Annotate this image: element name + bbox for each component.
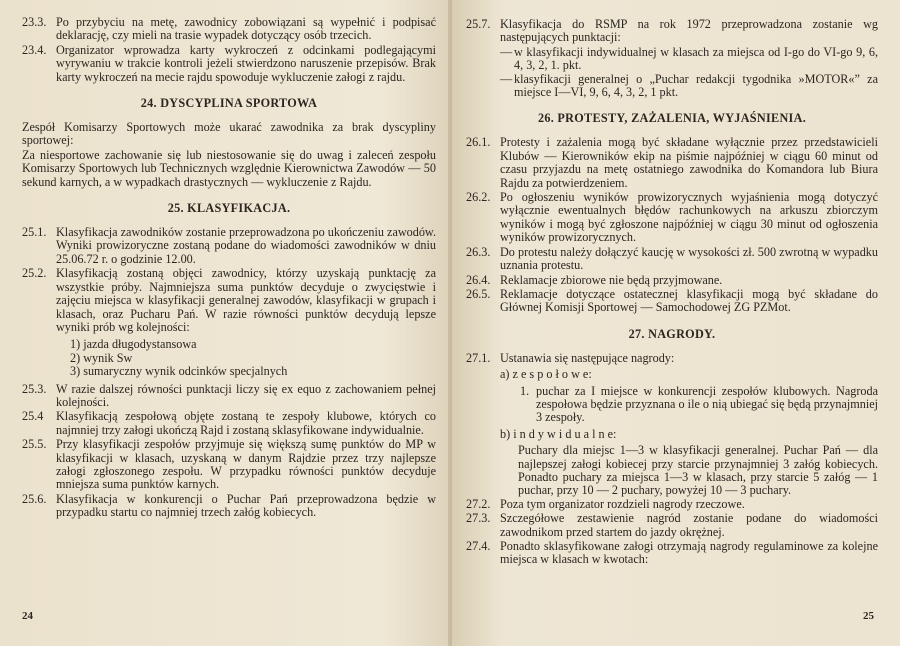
clause-text: Klasyfikacja w konkurencji o Puchar Pań przeprowadzona będzie w przypadku startu co najmniej trzech załóg kobiecych. (56, 491, 436, 520)
clause-26-4 (466, 274, 878, 287)
clause-27-4 (466, 540, 878, 567)
dash-marker: — (500, 44, 513, 59)
criteria-list (22, 338, 436, 378)
clause-number: 25.3. (22, 381, 47, 396)
dash-text: klasyfikacji generalnej o „Puchar redakcji tygodnika »MOTOR«” za miejsce I—VI, 9, 6, 4, 3, 2, 1 pkt. (514, 71, 878, 100)
clause-text: Organizator wprowadza karty wykroczeń z odcinkami podlegającymi wyrywaniu w trakcie kontroli jeżeli stwierdzono naruszenie przepisów. Brak karty wykroczeń na mecie rajdu spowoduje wykluczenie załogi z rajdu. (56, 42, 436, 84)
clause-27-2 (466, 498, 878, 511)
clause-number: 27.4. (466, 539, 491, 553)
clause-25-2 (22, 267, 436, 334)
clause-text: Po ogłoszeniu wyników prowizorycznych wyjaśnienia mogą dotyczyć wyłącznie ewentualnych błędów rachunkowych na arkuszu zbiorczym wyników i mogą być zgłoszone najpóźniej w ciągu 30 minut od ogłoszenia wyników prowizorycznych. (500, 190, 878, 245)
clause-27-3 (466, 512, 878, 539)
clause-number: 26.1. (466, 135, 491, 150)
team-prize-item (520, 385, 878, 425)
clause-25-3 (22, 383, 436, 410)
paragraph-24-intro: Zespół Komisarzy Sportowych może ukarać zawodnika za brak dyscypliny sportowej: (22, 120, 436, 148)
section-heading-25: 25. KLASYFIKACJA. (167, 201, 291, 216)
clause-26-5 (466, 288, 878, 315)
clause-number: 25.5. (22, 437, 47, 452)
clause-text: Klasyfikacją zespołową objęte zostaną te zespoły klubowe, których co najmniej trzy załogi ukończą Rajd i zostaną sklasyfikowane indywidualnie. (56, 409, 436, 437)
dash-item (500, 73, 878, 100)
clause-25-1 (22, 226, 436, 266)
section-heading-27: 27. NAGRODY. (628, 326, 716, 341)
clause-23-3 (22, 16, 436, 43)
clause-text: Po przybyciu na metę, zawodnicy zobowiązani są wypełnić i podpisać deklarację, czy mieli na trasie wypadek dotyczący osób trzecich. (56, 15, 436, 43)
clause-number: 25.1. (22, 225, 47, 240)
clause-25-5 (22, 438, 436, 492)
clause-number: 27.2. (466, 496, 491, 511)
clause-text: Reklamacje dotyczące ostatecznej klasyfikacji mogą być składane do Głównej Komisji Sportowej — Samochodowej ZG PZMot. (500, 286, 878, 315)
dash-marker: — (500, 71, 513, 86)
dash-text: w klasyfikacji indywidualnej w klasach za miejsca od I-go do VI-go 9, 6, 4, 3, 2, 1. pkt. (514, 44, 878, 73)
clause-number: 23.4. (22, 42, 47, 57)
clause-number: 26.5. (466, 286, 491, 301)
clause-text: Ustanawia się następujące nagrody: (500, 350, 675, 365)
clause-number: 27.1. (466, 350, 491, 365)
clause-text: Szczegółowe zestawienie nagród zostanie podane do wiadomości zawodnikom przed startem do jazdy okrężnej. (500, 511, 878, 539)
clause-text: Klasyfikacja do RSMP na rok 1972 przeprowadzona zostanie wg następujących punktacji: (500, 17, 878, 45)
page-number: 25 (863, 610, 874, 622)
paragraph-24-body: Za niesportowe zachowanie się lub niestosowanie się do uwag i zaleceń zespołu Komisarzy Sportowych lub Technicznych względnie Kierownictwa Zawodów — 50 sekund karnych, a w wypadkach drastycznych — wykluczenie z Rajdu. (22, 147, 436, 189)
clause-number: 27.3. (466, 511, 491, 526)
subsection-label-individual: b) i n d y w i d u a l n e: (500, 426, 617, 441)
individual-prize-text: Puchary dla miejsc 1—3 w klasyfikacji generalnej. Puchar Pań — dla najlepszej załogi kobiecej przy starcie przynajmniej 3 załóg kobiecych. Ponadto puchary za miejsca 1—3 w klasach, przy starcie 5 załóg — 1 puchar, przy 10 — 2 puchary, powyżej 10 — 3 puchary. (518, 443, 878, 498)
item-text: puchar za I miejsce w konkurencji zespołów klubowych. Nagroda zespołowa będzie przyznana o ile o nią ubiegać się będą przynajmniej 3 zespoły. (536, 383, 878, 425)
clause-26-1 (466, 136, 878, 190)
book-gutter (448, 0, 452, 646)
clause-number: 23.3. (22, 15, 47, 29)
right-page (450, 0, 900, 646)
clause-text: Przy klasyfikacji zespołów przyjmuje się większą sumę punktów do MP w klasyfikacji w klasach, uzyskaną w danym Rajdzie przez trzy najlepsze załogi zgłoszonego zespołu. W przypadku równości punktów decyduje mniejsza suma punktów karnych. (56, 437, 436, 492)
clause-27-1 (466, 352, 878, 365)
clause-text: Protesty i zażalenia mogą być składane wyłącznie przez przedstawicieli Klubów — Kierowników ekip na piśmie najpóźniej w ciągu 60 minut od czasu przyjazdu na metę ostatniego zawodnika do Komandora lub Biura Rajdu za potwierdzeniem. (500, 135, 878, 190)
list-item: 3) sumaryczny wynik odcinków specjalnych (70, 364, 288, 379)
clause-number: 25.7. (466, 17, 491, 31)
clause-text: Do protestu należy dołączyć kaucję w wysokości zł. 500 zwrotną w wypadku uznania protestu. (500, 244, 878, 273)
clause-number: 25.2. (22, 266, 47, 281)
clause-26-3 (466, 246, 878, 273)
clause-25-4 (22, 410, 436, 437)
clause-number: 25.4 (22, 409, 44, 424)
list-item: 1) jazda długodystansowa (70, 337, 197, 352)
clause-25-7 (466, 18, 878, 45)
section-heading-26: 26. PROTESTY, ZAŻALENIA, WYJAŚNIENIA. (537, 111, 807, 126)
clause-text: Reklamacje zbiorowe nie będą przyjmowane. (500, 272, 723, 287)
clause-text: W razie dalszej równości punktacji liczy się ex equo z zachowaniem pełnej kolejności. (56, 381, 436, 409)
clause-text: Poza tym organizator rozdzieli nagrody rzeczowe. (500, 496, 745, 511)
item-number: 1. (520, 383, 530, 398)
page-number: 24 (22, 610, 33, 622)
clause-25-6 (22, 493, 436, 520)
clause-text: Ponadto sklasyfikowane załogi otrzymają nagrody regulaminowe za kolejne miejsca w klasach w kwotach: (500, 539, 878, 567)
clause-number: 25.6. (22, 491, 47, 506)
dash-item (500, 46, 878, 73)
section-heading-24: 24. DYSCYPLINA SPORTOWA (140, 96, 318, 111)
clause-number: 26.2. (466, 190, 491, 205)
clause-26-2 (466, 191, 878, 245)
clause-number: 26.4. (466, 272, 491, 287)
clause-text: Klasyfikacja zawodników zostanie przeprowadzona po ukończeniu zawodów. Wyniki prowizoryczne zostaną podane do wiadomości zawodników w dniu 25.06.72 r. o godzinie 12.00. (56, 225, 436, 266)
clause-23-4 (22, 44, 436, 84)
subsection-label-team: a) z e s p o ł o w e: (500, 367, 592, 382)
clause-text: Klasyfikacją zostaną objęci zawodnicy, którzy uzyskają punktację za wszystkie próby. Najmniejsza suma punktów decyduje o zwycięstwie i zajęciu miejsca w klasyfikacji generalnej zawodów, klasyfikacji w grupach i klasach, oraz Pucharu Pań. W razie równości punktów decydują lepsze wyniki prób wg kolejności: (56, 266, 436, 334)
list-item: 2) wynik Sw (70, 350, 133, 365)
clause-number: 26.3. (466, 244, 491, 259)
